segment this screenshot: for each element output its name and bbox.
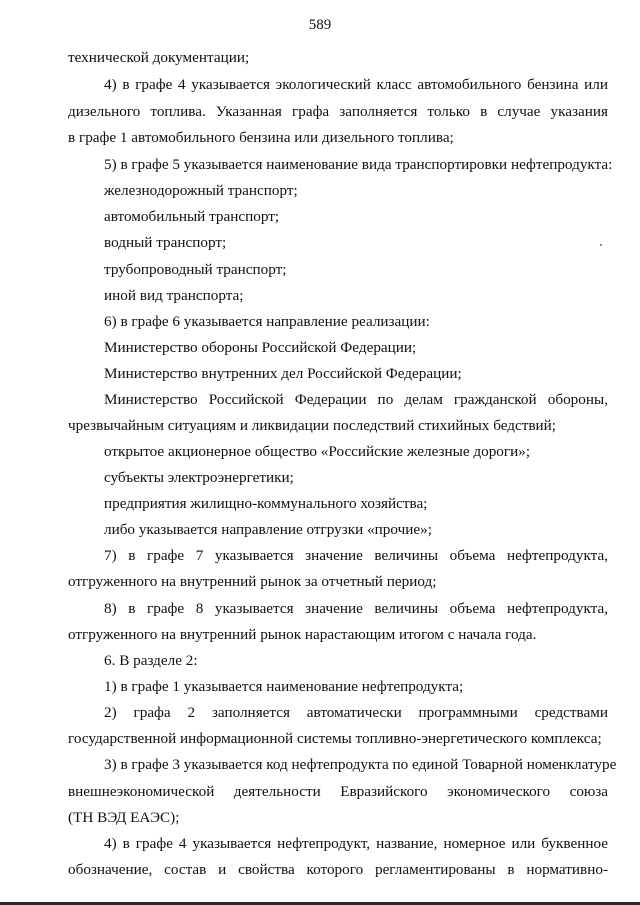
- text-line: автомобильный транспорт;: [104, 208, 280, 225]
- text-line: 3) в графе 3 указывается код нефтепродукта по единой Товарной номенклатуре: [104, 756, 617, 773]
- text-line: предприятия жилищно-коммунального хозяйства;: [104, 495, 428, 512]
- page-number: 589: [308, 17, 332, 33]
- text-line: 7) в графе 7 указывается значение величины объема нефтепродукта,: [104, 547, 608, 564]
- text-line: железнодорожный транспорт;: [104, 182, 298, 199]
- text-line: 6) в графе 6 указывается направление реализации:: [104, 313, 430, 330]
- text-line: Министерство Российской Федерации по делам гражданской обороны,: [104, 391, 608, 408]
- text-line: (ТН ВЭД ЕАЭС);: [68, 809, 180, 826]
- text-line: Министерство внутренних дел Российской Федерации;: [104, 365, 462, 382]
- text-line: открытое акционерное общество «Российские железные дороги»;: [104, 443, 531, 460]
- text-line: водный транспорт;: [104, 234, 227, 251]
- text-line: обозначение, состав и свойства которого регламентированы в нормативно-: [68, 861, 608, 878]
- text-line: в графе 1 автомобильного бензина или дизельного топлива;: [68, 129, 454, 146]
- text-line: субъекты электроэнергетики;: [104, 469, 294, 486]
- text-line: трубопроводный транспорт;: [104, 261, 287, 278]
- text-line: Министерство обороны Российской Федерации;: [104, 339, 417, 356]
- text-line: внешнеэкономической деятельности Евразийского экономического союза: [68, 783, 608, 800]
- text-line: 2) графа 2 заполняется автоматически программными средствами: [104, 704, 608, 721]
- scan-speck: [600, 244, 602, 246]
- text-line: 8) в графе 8 указывается значение величины объема нефтепродукта,: [104, 600, 608, 617]
- text-line: 6. В разделе 2:: [104, 652, 198, 669]
- text-line: 1) в графе 1 указывается наименование нефтепродукта;: [104, 678, 464, 695]
- text-line: 5) в графе 5 указывается наименование вида транспортировки нефтепродукта:: [104, 156, 613, 173]
- text-line: 4) в графе 4 указывается нефтепродукт, название, номерное или буквенное: [104, 835, 608, 852]
- text-line: дизельного топлива. Указанная графа заполняется только в случае указания: [68, 103, 608, 120]
- text-line: государственной информационной системы топливно-энергетического комплекса;: [68, 730, 602, 747]
- text-line: отгруженного на внутренний рынок за отчетный период;: [68, 573, 437, 590]
- text-line: 4) в графе 4 указывается экологический класс автомобильного бензина или: [104, 76, 608, 93]
- text-line: технической документации;: [68, 49, 250, 66]
- text-line: иной вид транспорта;: [104, 287, 244, 304]
- text-line: чрезвычайным ситуациям и ликвидации последствий стихийных бедствий;: [68, 417, 557, 434]
- text-line: отгруженного на внутренний рынок нарастающим итогом с начала года.: [68, 626, 537, 643]
- text-line: либо указывается направление отгрузки «прочие»;: [104, 521, 432, 538]
